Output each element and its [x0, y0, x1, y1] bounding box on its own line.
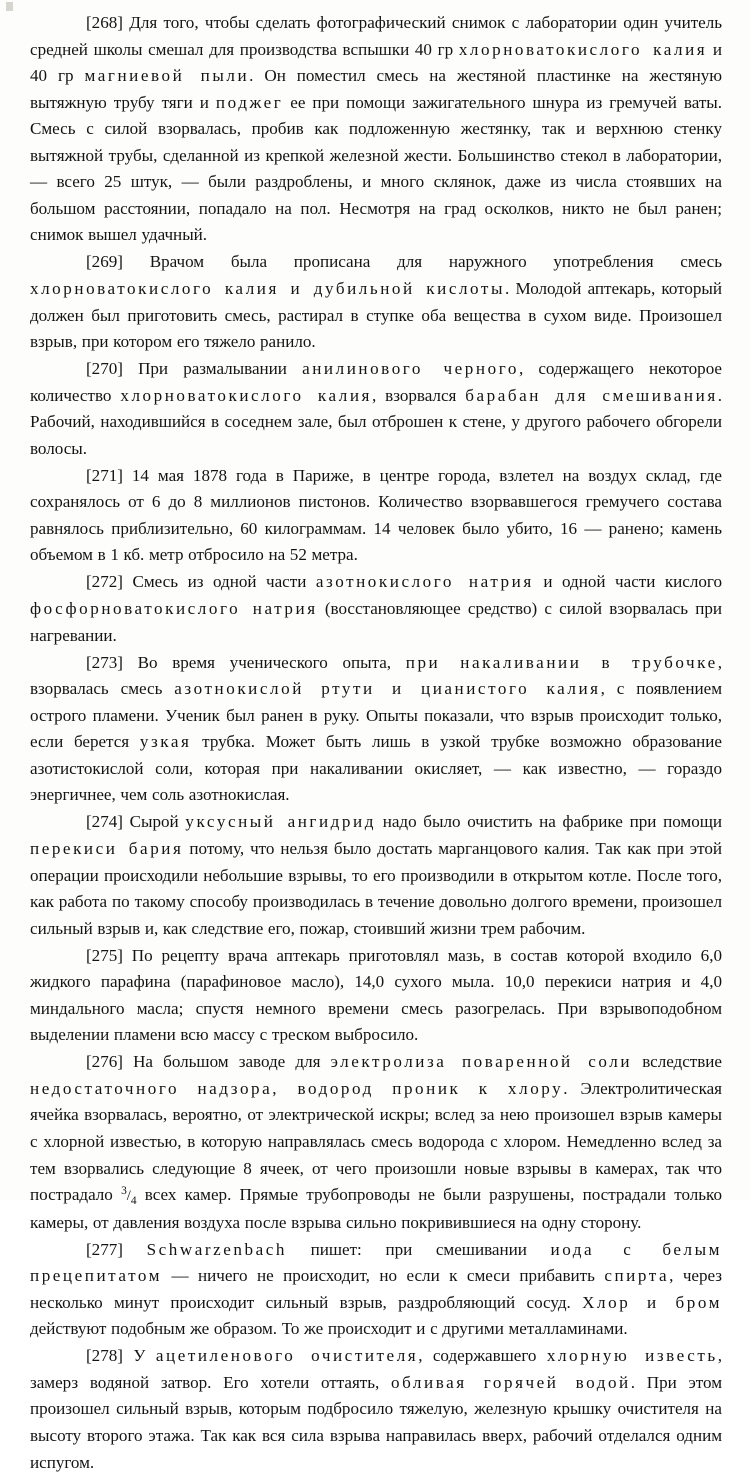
text-run: и одной части кислого: [533, 572, 722, 592]
text-run: Врачом была прописана для наружного употребления смесь: [149, 252, 723, 272]
paragraph: [30, 1049, 722, 1236]
text-run: , замерз водяной затвор. Его хотели оттаять,: [30, 1346, 722, 1392]
emphasized-term: азотнокислой ртути и цианистого калия: [174, 679, 601, 699]
text-run: . Молодой аптекарь, который должен был приготовить смесь, растирал в ступке оба вещества в сухом виде. Произошел взрыв, при котором его тяжело ранило.: [30, 278, 722, 352]
text-run: . Рабочий, находившийся в соседнем зале, был отброшен к стене, у другого рабочего обгорели волосы.: [30, 385, 722, 458]
emphasized-term: фосфорноватокислого натрия: [30, 599, 318, 619]
emphasized-term: магниевой пыли: [84, 66, 250, 86]
paragraph: [30, 943, 722, 1049]
text-run: . Электролитическая ячейка взорвалась, вероятно, от электрической искры; вслед за нею произошел взрыв камеры с хлорной известью, в которую направлялась смесь водорода с хлором. Немедленно вслед за тем взорвались следующие 8 ячеек, от чего произошли новые взрывы в камерах, так что пострадало: [30, 1078, 723, 1205]
emphasized-term: хлорноватокислого калия: [120, 385, 372, 405]
text-run: (восстановляющее средство) с силой взорвалась при нагревании.: [30, 599, 722, 645]
paragraph-number: [270]: [86, 359, 123, 379]
emphasized-term: при накаливании в трубочке: [405, 652, 718, 672]
text-run: надо было очистить на фабрике при помощи: [375, 812, 722, 832]
paragraph-number: [273]: [86, 652, 123, 672]
paragraph: [30, 809, 722, 942]
text-run: По рецепту врача аптекарь приготовлял мазь, в состав которой входило 6,0 жидкого парафина (парафиновое масло), 14,0 сухого мыла. 10,0 перекиси натрия и 4,0 миндального масла; спустя немного времени смесь разогрелась. При взрывоподобном выделении пламени всю массу с треском выбросило.: [30, 945, 722, 1045]
text-run: , взорвался: [371, 385, 466, 405]
paragraph-number: [271]: [86, 465, 123, 485]
text-run: , содержавшего: [418, 1346, 547, 1366]
paragraph-number: [269]: [86, 252, 123, 272]
text-run: действуют подобным же образом. То же происходит и с другими металламинами.: [30, 1319, 628, 1339]
text-run: . При этом произошел сильный взрыв, которым подбросило тяжелую, железную крышку очистителя на высоту второго этажа. Так как вся сила взрыва направилась вверх, рабочий отделался одним испугом.: [30, 1372, 722, 1472]
text-run: Сырой: [129, 812, 186, 832]
emphasized-term: электролиза поваренной соли: [330, 1052, 633, 1072]
emphasized-term: ацетиленового очистителя: [155, 1346, 419, 1366]
emphasized-term: спирта: [604, 1266, 670, 1286]
emphasized-term: поджег: [215, 92, 284, 112]
paragraph-number: [268]: [86, 13, 123, 32]
emphasized-term: анилинового черного: [302, 359, 519, 379]
text-run: Для того, чтобы сделать фотографический снимок с лаборатории один учитель средней школы смешал для производства вспышки 40 гр: [30, 13, 722, 59]
emphasized-term: хлорную известь: [546, 1346, 718, 1366]
paragraph: [30, 249, 722, 355]
text-run: , через несколько минут происходит сильный взрыв, раздробляющий сосуд.: [30, 1266, 723, 1312]
text-run: На большом заводе для: [133, 1052, 331, 1072]
scan-artifact-speck: [6, 2, 13, 11]
paragraph: [30, 463, 722, 569]
paragraph-number: [276]: [86, 1052, 123, 1072]
text-run: Смесь из одной части: [132, 572, 316, 592]
text-run: — ничего не происходит, но если к смеси прибавить: [162, 1266, 605, 1286]
emphasized-term: Хлор и бром: [582, 1292, 722, 1312]
text-run: Во время ученического опыта,: [137, 652, 406, 672]
paragraph: [30, 1237, 722, 1343]
text-run: 14 мая 1878 года в Париже, в центре города, взлетел на воздух склад, где сохранялось от 6 до 8 миллионов пистонов. Количество взорвавшегося гремучего состава равнялось приблизительно, 60 килограммам. 14 человек было убито, 16 — ранено; камень объемом в 1 кб. метр отбросило на 52 метра.: [30, 465, 722, 565]
emphasized-term: барабан для смешивания: [465, 385, 718, 405]
paragraph-number: [272]: [86, 572, 123, 592]
text-run: У: [133, 1346, 156, 1366]
paragraph: [30, 356, 722, 462]
text-run: потому, что нельзя было достать марганцового калия. Так как при этой операции происходили небольшие взрывы, то его производили в открытом котле. После того, как работа по такому способу производилась в течение довольно долгого времени, произошел сильный взрыв и, как следствие его, пожар, стоивший жизни трем рабочим.: [30, 838, 723, 938]
paragraph-number: [278]: [86, 1346, 123, 1366]
paragraph-number: [275]: [86, 945, 123, 965]
text-run: и 40 гр: [30, 39, 723, 86]
paragraph: [30, 10, 722, 249]
text-run: пишет: при смешивании: [287, 1239, 551, 1259]
text-run: При размалывании: [138, 359, 303, 379]
emphasized-term: перекиси бария: [30, 838, 184, 858]
emphasized-term: обливая горячей водой: [391, 1372, 631, 1392]
emphasized-term: иода с белым прецепитатом: [30, 1239, 722, 1286]
paragraph: [30, 569, 722, 649]
text-run: , содержащего некоторое количество: [30, 359, 722, 405]
paragraph: [30, 1343, 722, 1476]
text-run: вследствие: [632, 1052, 723, 1072]
page-body-text: [30, 10, 722, 1476]
paragraph: [30, 650, 722, 809]
emphasized-term: Schwarzenbach: [146, 1239, 287, 1259]
text-run: ее при помощи зажигательного шнура из гремучей ваты. Смесь с силой взорвалась, пробив как подложенную жестянку, так и верхнюю стенку вытяжной трубы, сделанной из крепкой железной жести. Большинство стекол в лаборатории, — всего 25 штук, — были раздроблены, и много склянок, даже из числа стоявших на большом расстоянии, попадало на пол. Несмотря на град осколков, никто не был ранен; снимок вышел удачный.: [30, 92, 722, 245]
text-run: всех камер. Прямые трубопроводы не были разрушены, пострадали только камеры, от давления воздуха после взрыва сильно покривившиеся на одну сторону.: [30, 1185, 722, 1232]
text-run: трубка. Может быть лишь в узкой трубке возможно образование азотистокислой соли, которая при накаливании окисляет, — как известно, — гораздо энергичнее, чем соль азотнокислая.: [30, 732, 722, 805]
emphasized-term: недостаточного надзора, водород проник к хлору: [30, 1078, 564, 1098]
emphasized-term: хлорноватокислого калия и дубильной кислоты: [30, 278, 505, 298]
paragraph-number: [277]: [86, 1239, 123, 1259]
fraction: $^3/_4$: [121, 1185, 137, 1207]
emphasized-term: азотнокислого натрия: [315, 572, 534, 592]
text-run: . Он поместил смесь на жестяной пластинке на жестяную вытяжную трубу тяги и: [30, 66, 722, 112]
text-run: , с появлением острого пламени. Ученик был ранен в руку. Опыты показали, что взрыв происходит только, если берется: [30, 679, 722, 752]
emphasized-term: хлорноватокислого калия: [458, 39, 708, 59]
emphasized-term: уксусный ангидрид: [185, 812, 376, 832]
emphasized-term: узкая: [139, 732, 192, 752]
text-run: , взорвалась смесь: [30, 652, 722, 699]
paragraph-number: [274]: [86, 812, 123, 832]
